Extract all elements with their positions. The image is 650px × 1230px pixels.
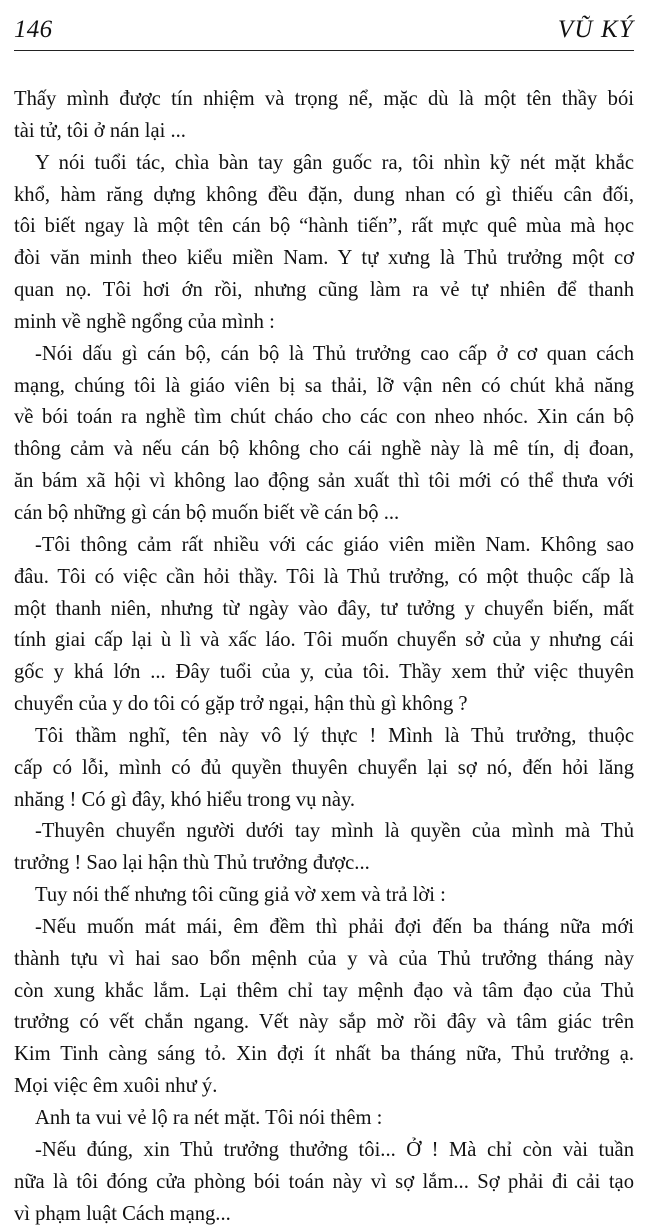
text-line: nữa là tôi đóng cửa phòng bói toán này vì sợ lắm... Sợ phải đi cải tạo (14, 1170, 634, 1193)
text-line: thành tựu vì hai sao bổn mệnh của y và của Thủ trưởng tháng này (14, 947, 634, 970)
text-line: -Nếu muốn mát mái, êm đềm thì phải đợi đến ba tháng nữa mới (35, 915, 634, 938)
text-line: -Tôi thông cảm rất nhiều với các giáo viên miền Nam. Không sao (35, 533, 634, 556)
text-line: mạng, chúng tôi là giáo viên bị sa thải, lỡ vận nên có chút khả năng (14, 374, 634, 397)
text-line: -Nếu đúng, xin Thủ trưởng thưởng tôi... Ở ! Mà chỉ còn vài tuần (35, 1138, 634, 1161)
text-line: cấp có lỗi, mình có đủ quyền thuyên chuyển lại sợ nó, đến hỏi lăng (14, 756, 634, 779)
text-line: quan nọ. Tôi hơi ớn rồi, nhưng cũng làm ra vẻ tự nhiên để thanh (14, 279, 634, 302)
text-line: chuyển của y do tôi có gặp trở ngại, hận thù gì không ? (14, 693, 468, 716)
text-line: đâu. Tôi có việc cần hỏi thầy. Tôi là Thủ trưởng, có một thuộc cấp là (14, 565, 634, 588)
text-line: -Thuyên chuyển người dưới tay mình là quyền của mình mà Thủ (35, 820, 634, 843)
text-line: ăn bám xã hội vì không lao động sản xuất thì tôi mới có thể thưa với (14, 470, 634, 493)
text-line: thông cảm và nếu cán bộ không cho cái nghề này là mê tín, dị đoan, (14, 438, 634, 461)
text-line: tôi biết ngay là một tên cán bộ “hành tiến”, rất mực quê mùa mà học (14, 215, 634, 238)
text-line: còn xung khắc lắm. Lại thêm chỉ tay mệnh đạo và tâm đạo của Thủ (14, 979, 634, 1002)
text-line: trưởng có vết chắn ngang. Vết này sắp mờ rồi đây và tâm giác trên (14, 1011, 634, 1034)
text-line: tính giai cấp lại ù lì và xấc láo. Tôi muốn chuyển sở của y nhưng cái (14, 629, 634, 652)
text-line: trưởng ! Sao lại hận thù Thủ trưởng được... (14, 852, 370, 875)
text-line: Tôi thầm nghĩ, tên này vô lý thực ! Mình là Thủ trưởng, thuộc (35, 724, 634, 747)
text-line: Tuy nói thế nhưng tôi cũng giả vờ xem và trả lời : (35, 884, 446, 907)
text-line: Mọi việc êm xuôi như ý. (14, 1075, 218, 1098)
text-line: -Nói dấu gì cán bộ, cán bộ là Thủ trưởng cao cấp ở cơ quan cách (35, 342, 634, 365)
running-head: VŨ KÝ (557, 16, 634, 43)
text-line: gốc y khá lớn ... Đây tuổi của y, của tôi. Thầy xem thử việc thuyên (14, 661, 634, 684)
text-line: tài tử, tôi ở nán lại ... (14, 119, 186, 142)
text-line: Anh ta vui vẻ lộ ra nét mặt. Tôi nói thêm : (35, 1107, 383, 1129)
text-line: Y nói tuổi tác, chìa bàn tay gân guốc ra, tôi nhìn kỹ nét mặt khắc (35, 151, 634, 174)
text-line: cán bộ những gì cán bộ muốn biết về cán bộ ... (14, 501, 400, 524)
text-line: Thấy mình được tín nhiệm và trọng nể, mặc dù là một tên thầy bói (14, 88, 634, 110)
text-line: nhăng ! Có gì đây, khó hiểu trong vụ này. (14, 788, 356, 811)
text-line: Kim Tinh càng sáng tỏ. Xin đợi ít nhất ba tháng nữa, Thủ trưởng ạ. (14, 1043, 634, 1066)
page-number: 146 (14, 16, 53, 43)
body-text (14, 84, 634, 1230)
page-header (14, 14, 634, 51)
text-line: đòi văn minh theo kiểu miền Nam. Y tự xưng là Thủ trưởng một cơ (14, 247, 634, 270)
text-line: một thanh niên, nhưng từ ngày vào đây, tư tưởng y chuyển biến, mất (14, 597, 634, 620)
text-line: minh về nghề ngổng của mình : (14, 310, 275, 333)
text-line: về bói toán ra nghề tìm chút cháo cho các con nheo nhóc. Xin cán bộ (14, 406, 634, 429)
text-line: vì phạm luật Cách mạng... (14, 1202, 231, 1225)
text-line: khổ, hàm răng dựng không đều đặn, dung nhan có gì thiếu cân đối, (14, 183, 634, 206)
